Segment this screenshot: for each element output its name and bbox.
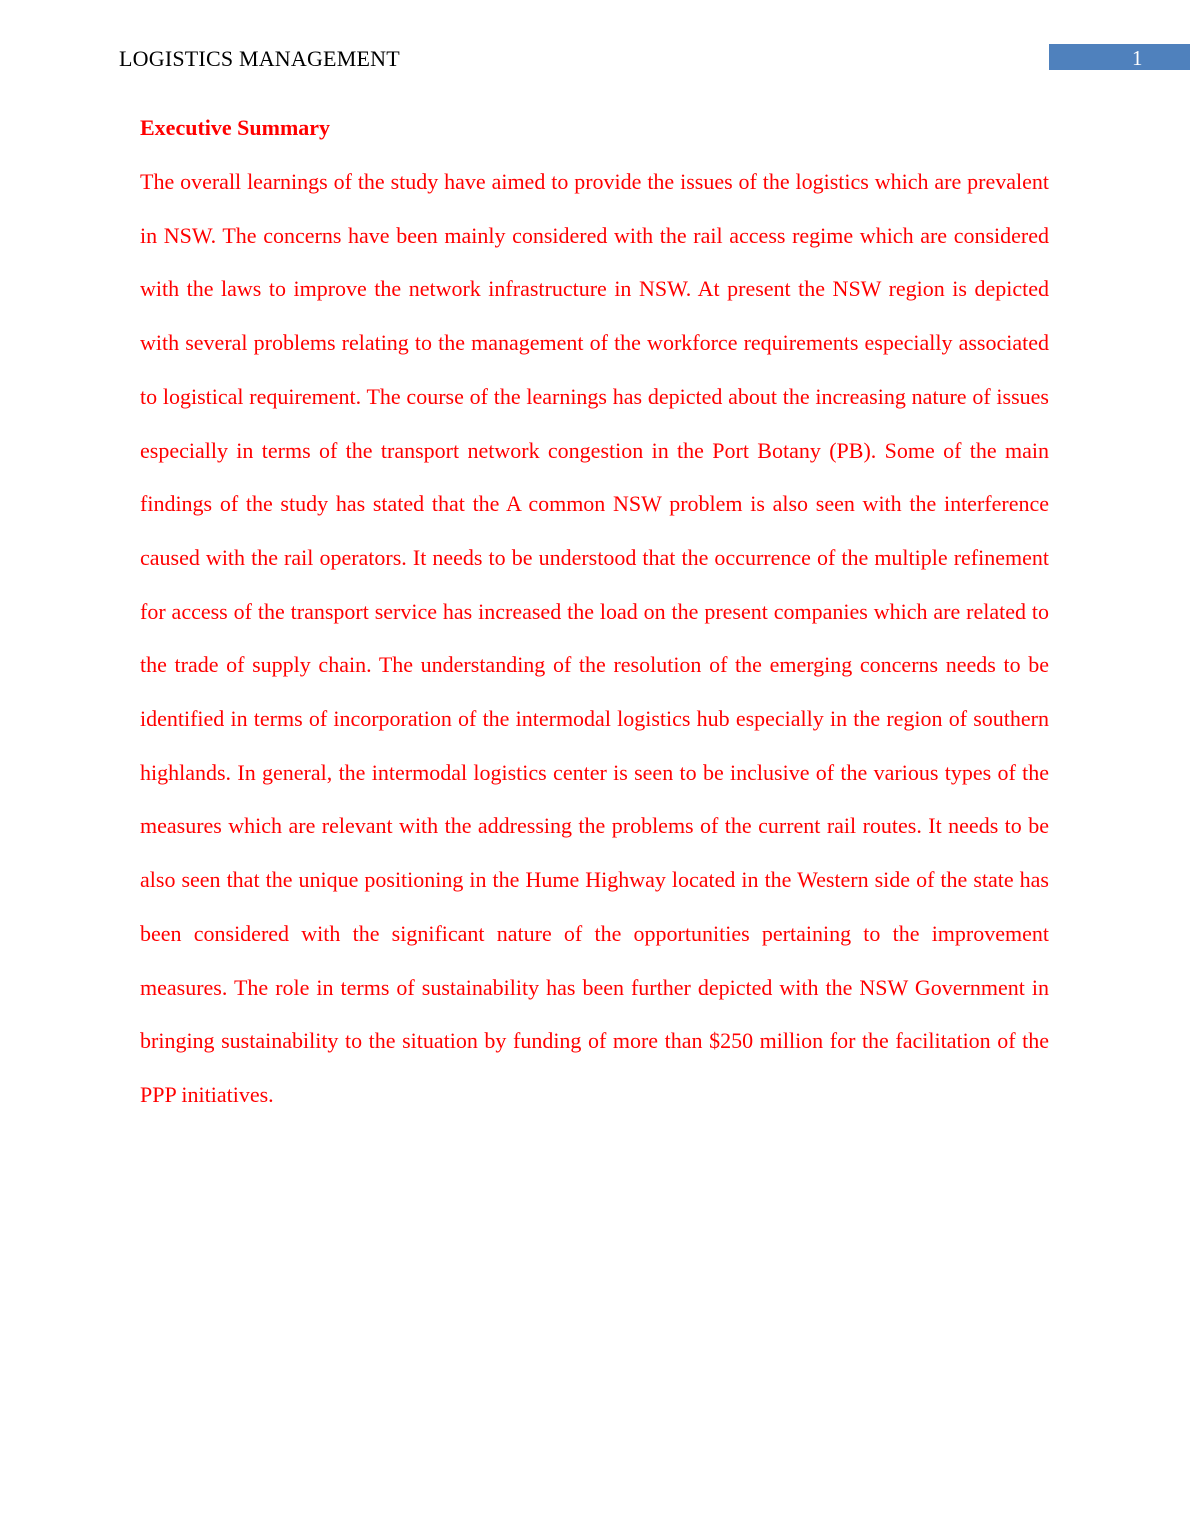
running-head: LOGISTICS MANAGEMENT	[119, 46, 400, 71]
page-number-box	[1049, 44, 1190, 70]
section-heading: Executive Summary	[140, 115, 331, 140]
body-paragraph: The overall learnings of the study have aimed to provide the issues of the logistics which are prevalent in NSW. The concerns have been mainly considered with the rail access regime which are considered with the laws to improve the network infrastructure in NSW. At present the NSW region is depicted with several problems relating to the management of the workforce requirements especially associated to logistical requirement. The course of the learnings has depicted about the increasing nature of issues especially in terms of the transport network congestion in the Port Botany (PB). Some of the main findings of the study has stated that the A common NSW problem is also seen with the interference caused with the rail operators. It needs to be understood that the occurrence of the multiple refinement for access of the transport service has increased the load on the present companies which are related to the trade of supply chain. The understanding of the resolution of the emerging concerns needs to be identified in terms of incorporation of the intermodal logistics hub especially in the region of southern highlands. In general, the intermodal logistics center is seen to be inclusive of the various types of the measures which are relevant with the addressing the problems of the current rail routes. It needs to be also seen that the unique positioning in the Hume Highway located in the Western side of the state has been considered with the significant nature of the opportunities pertaining to the improvement measures. The role in terms of sustainability has been further depicted with the NSW Government in bringing sustainability to the situation by funding of more than $250 million for the facilitation of the PPP initiatives.	[140, 169, 1049, 1107]
page-number: 1	[1132, 46, 1143, 70]
section-executive-summary	[140, 112, 1049, 1122]
